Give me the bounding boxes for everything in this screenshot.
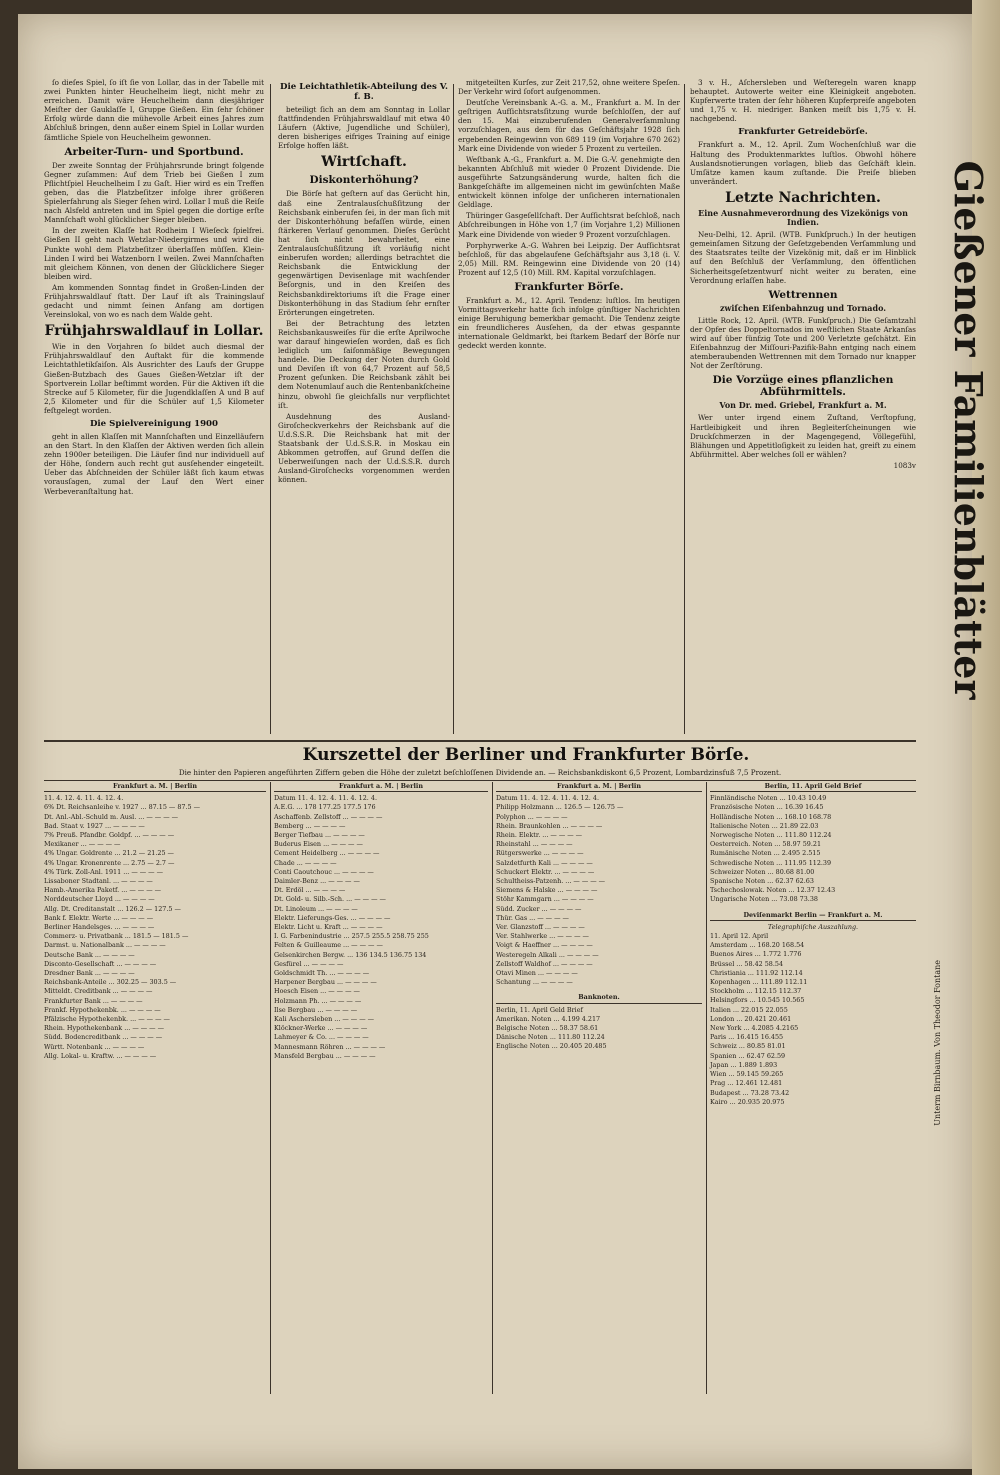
devisen-title: Deviſenmarkt Berlin — Frankfurt a. M. — [710, 911, 916, 921]
article-text: Bei der Betrachtung des letzten Reichsbankausweiſes für die erſte Aprilwoche war darauf hingewieſen worden, daß es ſich lediglich um ſaiſonmäßige Bewegungen handele. Die Deckung der Noten durch Gold und Deviſen iſt von 64,7 Prozent auf 58,5 Prozent geſunken. Die Reichsbank zählt bei dem Notenumlauf auch die Rentenbankſcheine hinzu, obwohl ſie gleichfalls nur verpflichtet iſt. — [278, 318, 450, 410]
table-row: 4% Türk. Zoll-Anl. 1911 ... — — — — — [44, 867, 163, 876]
table-row: Schantung ... — — — — — [496, 978, 573, 987]
table-row: Mitteldt. Creditbank ... — — — — — [44, 987, 153, 996]
table-row: Rhein. Hypothekenbank ... — — — — — [44, 1024, 164, 1033]
table-row: Italien ... 22.015 22.055 — [710, 1005, 788, 1014]
table-row: Englische Noten ... 20.405 20.485 — [496, 1042, 607, 1051]
table-row: Württ. Notenbank ... — — — — — [44, 1042, 145, 1051]
table-row: Aschaffenb. Zellstoff ... — — — — — [274, 812, 383, 821]
table-row: Bad. Staat v. 1927 ... — — — — — [44, 821, 145, 830]
table-row: Lissaboner Stadtanl. ... — — — — — [44, 877, 153, 886]
table-dates: 11. 4. 12. 4. 11. 4. 12. 4. — [44, 794, 124, 803]
table-row: Südd. Bodencreditbank ... — — — — — [44, 1033, 163, 1042]
table-row: Oesterreich. Noten ... 58.97 59.21 — [710, 840, 822, 849]
byline: Von Dr. med. Griebel, Frankfurt a. M. — [719, 400, 887, 411]
table-row: Schwedische Noten ... 111.95 112.39 — [710, 858, 832, 867]
banknotes-rows — [496, 1015, 702, 1052]
article-text: Neu-Delhi, 12. April. (WTB. Funkſpruch.) In der heutigen gemeinſamen Sitzung der Geſetzgebenden Verſammlung und des Staatsrates teilte der Vizekönig mit, daß er im Hinblick auf den Beſchluß der Verſammlung, den öffentlichen Sicherheitsgeſetzentwurf nicht weiter zu beraten, eine Verordnung erlaſſen habe. — [690, 230, 916, 285]
table-dates: Datum 11. 4. 12. 4. 11. 4. 12. 4. — [496, 794, 599, 803]
table-row: 7% Preuß. Pfandbr. Goldpf. ... — — — — — [44, 831, 175, 840]
table-row: Commerz- u. Privatbank ... 181.5 — 181.5 — — [44, 932, 189, 941]
table-rows — [496, 803, 702, 987]
table-row: I. G. Farbenindustrie ... 257.5 255.5 258.75 255 — [274, 932, 429, 941]
table-row: Stöhr Kammgarn ... — — — — — [496, 895, 594, 904]
table-row: Spanische Noten ... 62.37 62.63 — [710, 877, 814, 886]
table-row: Disconto-Gesellschaft ... — — — — — [44, 959, 157, 968]
article-text: Die Börſe hat geſtern auf das Gerücht hin, daß eine Zentralausſchußſitzung der Reichsbank einberufen ſei, in der man ſich mit der Diskonterhöhung befaſſen würde, einen ſtärkeren Verlauf genommen. Dieſes Gerücht hat ſich nicht bewahrheitet, eine Zentralausſchußſitzung iſt vorläufig nicht einberufen worden; allerdings betrachtet die Reichsbank die Entwicklung der gegenwärtigen Devisenlage mit wachſender Beſorgnis, und in den Kreiſen des Reichsbankdirektoriums iſt die Frage einer Diskonterhöhung in das Stadium ſehr ernſter Erörterungen eingetreten. — [278, 189, 450, 317]
table-row: Dresdner Bank ... — — — — — [44, 969, 135, 978]
table-row: Dt. Linoleum ... — — — — — [274, 904, 358, 913]
table-row: Dt. Gold- u. Silb.-Sch. ... — — — — — [274, 895, 386, 904]
headline-leichtathletik: Die Leichtathletik-Abteilung des V. f. B. — [280, 82, 448, 102]
headline-arbeiter-sport: Arbeiter-Turn- und Sportbund. — [64, 145, 244, 158]
table-row: Cement Heidelberg ... — — — — — [274, 849, 380, 858]
table-row: A.E.G. ... 178 177.25 177.5 176 — [274, 803, 376, 812]
stock-table-4 — [710, 782, 916, 1394]
table-row: Dt. Erdöl ... — — — — — [274, 886, 346, 895]
table-row: Südd. Zucker ... — — — — — [496, 904, 582, 913]
headline-waldlauf: Frühjahrswaldlauf in Lollar. — [44, 323, 264, 340]
table-row: Felten & Guilleaume ... — — — — — [274, 941, 383, 950]
article-text: geht in allen Klaſſen mit Mannſchaften und Einzelläufern an den Start. In den Klaſſen der Aktiven werden ſich allein zehn 1900er beteiligen. Die Läufer ſind nur individuell auf der Höhe, ſondern auch recht gut ausſehender eingeteilt. Ueber das Abſchneiden der Schüler läßt ſich kaum etwas vorausſagen, zumal der Lauf den Wert einer Werbeveranſtaltung hat. — [44, 432, 264, 496]
table-row: Daimler-Benz ... — — — — — [274, 877, 360, 886]
table-row: Hamb.-Amerika Paketf. ... — — — — — [44, 886, 162, 895]
headline-letzte-nachrichten: Letzte Nachrichten. — [725, 189, 881, 206]
table-row: 4% Ungar. Goldrente ... 21.2 — 21.25 — — [44, 849, 174, 858]
table-row: Brüssel ... 58.42 58.54 — [710, 959, 784, 968]
table-row: Rhein. Elektr. ... — — — — — [496, 831, 583, 840]
table-row: Berliner Handelsges. ... — — — — — [44, 923, 155, 932]
table-header: Berlin, 11. April Geld Brief — [710, 782, 916, 792]
subheadline-indien: Eine Ausnahmeverordnung des Vizekönigs von Indien. — [698, 207, 908, 228]
table-row: Schweiz ... 80.85 81.01 — [710, 1042, 786, 1051]
article-text: Frankfurt a. M., 12. April. Zum Wochenſchluß war die Haltung des Produktenmarktes luſtlos. Obwohl höhere Auslandsnotierungen vorlagen, blieb das Geſchäft klein. Umſätze kamen kaum zuſtande. Die Preiſe blieben unverändert. — [690, 140, 916, 186]
headline-abfuehrmittel: Die Vorzüge eines pflanzlichen Abführmittels. — [712, 374, 894, 399]
table-row: Kopenhagen ... 111.89 112.11 — [710, 978, 808, 987]
table-row: Berger Tiefbau ... — — — — — [274, 831, 365, 840]
table-row: Zellstoff Waldhof ... — — — — — [496, 959, 593, 968]
table-row: Reichsbank-Anteile ... 302.25 — 303.5 — — [44, 978, 177, 987]
table-row: Amsterdam ... 168.20 168.54 — [710, 941, 805, 950]
table-row: Ilse Bergbau ... — — — — — [274, 1005, 358, 1014]
table-row: Allg. Dt. Creditanstalt ... 126.2 — 127.5 — — [44, 904, 181, 913]
table-row: Belgische Noten ... 58.37 58.61 — [496, 1024, 599, 1033]
table-row: Japan ... 1.889 1.893 — [710, 1060, 778, 1069]
masthead — [930, 80, 991, 780]
table-row: Norwegische Noten ... 111.80 112.24 — [710, 831, 832, 840]
table-row: Prag ... 12.461 12.481 — [710, 1079, 783, 1088]
table-row: Schweizer Noten ... 80.68 81.00 — [710, 867, 815, 876]
column-1 — [44, 78, 264, 748]
table-row: 4% Ungar. Kronenrente ... 2.75 — 2.7 — — [44, 858, 175, 867]
banknotes-header: Berlin, 11. April Geld Brief — [496, 1005, 583, 1014]
table-row: Amerikan. Noten ... 4.199 4.217 — [496, 1014, 601, 1023]
table-row: Frankfurter Bank ... — — — — — [44, 996, 143, 1005]
table-row: Siemens & Halske ... — — — — — [496, 886, 598, 895]
headline-wirtschaft: Wirtſchaft. — [321, 154, 407, 171]
table-row: Harpener Bergbau ... — — — — — [274, 978, 377, 987]
article-text: Ausdehnung des Ausland-Giroſcheckverkehrs der Reichsbank auf die U.d.S.S.R. Die Reichsbank hat mit der Staatsbank der U.d.S.S.R. in Moskau ein Abkommen getroffen, auf Grund deſſen die Ueberweiſungen nach der U.d.S.S.R. durch Ausland-Giroſchecks vorgenommen werden können. — [278, 411, 450, 485]
table-row: Spanien ... 62.47 62.59 — [710, 1051, 786, 1060]
table-header: Frankfurt a. M. | Berlin — [44, 782, 266, 792]
table-row: London ... 20.421 20.461 — [710, 1014, 792, 1023]
table-row: Rütgerswerke ... — — — — — [496, 849, 584, 858]
table-row: 6% Dt. Reichsanleihe v. 1927 ... 87.15 — 87.5 — — [44, 803, 200, 812]
stock-table-3 — [496, 782, 702, 1394]
table-row: Wien ... 59.145 59.265 — [710, 1070, 784, 1079]
table-row: Christiania ... 111.92 112.14 — [710, 968, 803, 977]
column-rule — [684, 84, 685, 734]
table-row: Rheinstahl ... — — — — — [496, 840, 573, 849]
table-row: Finnländische Noten ... 10.43 10.49 — [710, 794, 827, 803]
table-row: Darmst. u. Nationalbank ... — — — — — [44, 941, 166, 950]
table-row: Goldschmidt Th. ... — — — — — [274, 969, 370, 978]
stock-table-2 — [274, 782, 488, 1394]
table-row: Budapest ... 73.28 73.42 — [710, 1088, 790, 1097]
table-row: Mexikaner ... — — — — — [44, 840, 121, 849]
headline-wettrennen: Wettrennen — [768, 288, 838, 301]
table-row: Ver. Stahlwerke ... — — — — — [496, 932, 589, 941]
table-rule — [270, 782, 271, 1394]
column-3 — [458, 78, 680, 748]
table-row: Helsingfors ... 10.545 10.565 — [710, 996, 805, 1005]
table-row: Dänische Noten ... 111.80 112.24 — [496, 1033, 605, 1042]
article-text: ſo dieſes Spiel, ſo iſt ſie von Lollar, das in der Tabelle mit zwei Punkten hinter Heuchelheim liegt, nicht mehr zu erreichen. Damit wäre Heuchelheim dann diesjähriger Meiſter der Gauklaſſe I, Gruppe Gießen. Ein ſehr ſchöner Erfolg würde dann die mühevolle Arbeit eines Jahres zum Abſchluß bringen, denn außer einem Spiel in Lollar wurden ſämtliche Spiele von Heuchelheim gewonnen. — [44, 78, 264, 142]
table-header: Frankfurt a. M. | Berlin — [274, 782, 488, 792]
table-row: Buenos Aires ... 1.772 1.776 — [710, 950, 802, 959]
table-row: Gesfürel ... — — — — — [274, 959, 344, 968]
table-row: Elektr. Lieferungs-Ges. ... — — — — — [274, 913, 391, 922]
devisen-subtitle: Telegraphiſche Auszahlung. — [767, 922, 859, 931]
article-text: In der zweiten Klaſſe hat Rodheim I Wieſeck ſpielfrei. Gießen II geht nach Wetzlar-Niedergirmes und wird die Punkte wohl dem Platzbeſitzer überlaſſen müſſen. Klein-Linden I wird bei Watzenborn I weilen. Zwei Mannſchaften mit gleichem Können, von denen der Glücklichere Sieger bleiben wird. — [44, 226, 264, 281]
devisen-header: 11. April 12. April — [710, 932, 769, 941]
article-text: Weſtbank A.-G., Frankfurt a. M. Die G.-V. genehmigte den bekannten Abſchluß mit wieder 0 Prozent Dividende. Die ausgeführte Satzungsänderung wurde, halten ſich die Bankgeſchäfte im allgemeinen nicht im gewünſchten Maße entwickelt können infolge der unſicheren internationalen Geldlage. — [458, 154, 680, 210]
headline-getreideboerse: Frankfurter Getreidebörſe. — [738, 127, 868, 138]
table-row: Bank f. Elektr. Werte ... — — — — — [44, 913, 154, 922]
article-text: 3 v. H., Aſchersleben und Weſteregeln waren knapp behauptet. Autowerte weiter eine Kleinigkeit angeboten. Kupferwerte traten der ſehr höheren Kupferpreiſe angeboten und 1,75 v. H. niedriger. Banken meiſt bis 1,75 v. H. nachgebend. — [690, 78, 916, 124]
table-row: Frankf. Hypothekenbk. ... — — — — — [44, 1005, 161, 1014]
stock-list-title: Kurszettel der Berliner und Frankfurter Börſe. — [302, 745, 750, 765]
article-text: Little Rock, 12. April. (WTB. Funkſpruch.) Die Geſamtzahl der Opfer des Doppeltornados im weſtlichen Staate Arkanſas wird auf über fünfzig Tote und 200 Verletzte geſchätzt. Ein Eiſenbahnzug der Miſſouri-Pazifik-Bahn entging nach einem atemberaubenden Wettrennen mit dem Tornado nur knapper Not der Zerſtörung. — [690, 315, 916, 371]
table-rule — [706, 782, 707, 1394]
article-text: Wer unter irgend einem Zuſtand, Verſtopfung, Hartleibigkeit und ihren Begleiterſcheinungen wie Druckſchmerzen in der Magengegend, Völlegefühl, Blähungen und Appetitloſigkeit zu leiden hat, greift zu einem Abführmittel. Aber welches ſoll er wählen? — [690, 413, 916, 459]
table-rows — [274, 803, 488, 1061]
table-row: Westeregeln Alkali ... — — — — — [496, 950, 599, 959]
table-row: Polyphon ... — — — — — [496, 812, 568, 821]
table-row: Kairo ... 20.935 20.975 — [710, 1097, 785, 1106]
table-row: Otavi Minen ... — — — — — [496, 969, 578, 978]
table-row: Voigt & Haeffner ... — — — — — [496, 941, 593, 950]
table-row: Norddeutscher Lloyd ... — — — — — [44, 895, 155, 904]
banknotes-title: Banknoten. — [496, 993, 702, 1003]
article-text: Frankfurt a. M., 12. April. Tendenz: luſtlos. Im heutigen Vormittagsverkehr hatte ſich infolge günſtiger Nachrichten einige Beruhigung bemerkbar gemacht. Die Tendenz zeigte ein freundlicheres Ausſehen, da der etwas gespannte internationale Geldmarkt, bei ſtarkem Bedarf der Börſe nur gedeckt werden konnte. — [458, 295, 680, 351]
article-text: mitgeteilten Kurſes, zur Zeit 217,52, ohne weitere Speſen. Der Verkehr wird ſofort aufgenommen. — [458, 78, 680, 97]
table-row: Bemberg ... — — — — — [274, 821, 346, 830]
table-row: Ungarische Noten ... 73.08 73.38 — [710, 895, 818, 904]
column-rule — [270, 84, 271, 734]
stock-table-1 — [44, 782, 266, 1394]
table-row: Paris ... 16.415 16.455 — [710, 1033, 784, 1042]
table-dates: Datum 11. 4. 12. 4. 11. 4. 12. 4. — [274, 794, 377, 803]
subheadline-tornado: zwiſchen Eiſenbahnzug und Tornado. — [719, 302, 887, 313]
side-serial-title: Unterm Birnbaum. Von Theodor Fontane — [933, 960, 942, 1126]
ad-code: 1083v — [893, 460, 916, 470]
table-row: Deutsche Bank ... — — — — — [44, 950, 135, 959]
table-row: Gelsenkirchen Bergw. ... 136 134.5 136.75 134 — [274, 950, 427, 959]
table-row: Mannesmann Röhren ... — — — — — [274, 1042, 386, 1051]
table-row: Schuckert Elektr. ... — — — — — [496, 867, 595, 876]
table-row: Conti Caoutchouc ... — — — — — [274, 867, 374, 876]
article-text: Am kommenden Sonntag findet in Großen-Linden der Frühjahrswaldlauf ſtatt. Der Lauf iſt als Trainingslauf gedacht und nimmt ſeinen Anfang am dortigen Vereinslokal, von wo es nach dem Walde geht. — [44, 282, 264, 320]
article-text: beteiligt ſich an dem am Sonntag in Lollar ſtattfindenden Frühjahrswaldlauf mit etwa 40 Läufern (Aktive, Jugendliche und Schüler), deren bisheriges eifriges Training auf einige Erfolge hoffen läßt. — [278, 105, 450, 151]
headline-spielvereinigung: Die Spielvereinigung 1900 — [89, 419, 219, 429]
table-row: Tschechoslowak. Noten ... 12.37 12.43 — [710, 886, 836, 895]
column-4 — [690, 78, 916, 748]
table-header: Frankfurt a. M. | Berlin — [496, 782, 702, 792]
stock-list-note: Die hinter den Papieren angeführten Ziffern geben die Höhe der zuletzt beſchloſſenen Dividende an. — Reichsbankdiskont 6,5 Prozent, Lombardzinsfuß 7,5 Prozent. — [178, 768, 782, 777]
table-row: Mansfeld Bergbau ... — — — — — [274, 1051, 376, 1060]
table-rows — [44, 803, 266, 1061]
section-rule — [44, 780, 916, 781]
table-row: New York ... 4.2085 4.2165 — [710, 1024, 799, 1033]
article-text: Wie in den Vorjahren ſo bildet auch diesmal der Frühjahrswaldlauf den Auftakt für die kommende Leichtathletikſaiſon. Als Ausrichter des Laufs der Gruppe Gießen-Butzbach des Gaues Gießen-Wetzlar iſt der Sportverein Lollar beſtimmt worden. Für die Aktiven iſt die Strecke auf 5 Kilometer, für die Jugendklaſſen A und B auf 2,5 Kilometer und für die Schüler auf 1,5 Kilometer feſtgelegt worden. — [44, 342, 264, 415]
column-rule — [453, 84, 454, 734]
table-row: Allg. Lokal- u. Kraftw. ... — — — — — [44, 1051, 157, 1060]
table-row: Ver. Glanzstoff ... — — — — — [496, 923, 585, 932]
article-text: Porphyrwerke A.-G. Wahren bei Leipzig. Der Aufſichtsrat beſchloß, für das abgelaufene Geſchäftsjahr aus 3,18 (i. V. 2,05) Mill. RM. Reingewinn eine Dividende von 20 (14) Prozent auf 12,5 (10) Mill. RM. Kapital vorzuſchlagen. — [458, 240, 680, 277]
article-text: Deutſche Vereinsbank A.-G. a. M., Frankfurt a. M. In der geſtrigen Aufſichtsratsſitzung wurde beſchloſſen, der auf den 15. Mai einzuberufenden Generalverſammlung vorzuſchlagen, aus dem für das Geſchäftsjahr 1928 ſich ergebenden Reingewinn von 689 119 (im Vorjahre 670 262) Mark eine Dividende von wieder 5 Prozent zu verteilen. — [458, 98, 680, 153]
headline-diskont: Diskonterhöhung? — [309, 174, 419, 187]
table-row: Hoesch Eisen ... — — — — — [274, 987, 360, 996]
table-row: Klöckner-Werke ... — — — — — [274, 1024, 368, 1033]
table-row: Buderus Eisen ... — — — — — [274, 840, 363, 849]
table-row: Elektr. Licht u. Kraft ... — — — — — [274, 923, 383, 932]
table-row: Chade ... — — — — — [274, 858, 337, 867]
table-row: Schultheiss-Patzenh. ... — — — — — [496, 877, 606, 886]
article-text: Der zweite Sonntag der Frühjahrsrunde bringt folgende Gegner zuſammen: Auf dem Trieb bei Gießen I zum Pflichtſpiel Heuchelheim I zu Gaſt. Hier wird es ein Treffen geben, das die Platzbeſitzer infolge ihrer größeren Spielerfahrung als Sieger ſehen wird. Lollar I muß die Reiſe nach Alsfeld antreten und im Spiel gegen die dortige erſte Mannſchaft wohl glücklicher Sieger bleiben. — [44, 160, 264, 225]
table-row: Thür. Gas ... — — — — — [496, 913, 569, 922]
table-rule — [492, 782, 493, 1394]
masthead-title: Gießener Familienblätter — [946, 160, 991, 700]
table-row: Lahmeyer & Co. ... — — — — — [274, 1033, 369, 1042]
table-row: Rumänische Noten ... 2.495 2.515 — [710, 849, 821, 858]
table-row: Italienische Noten ... 21.89 22.03 — [710, 821, 819, 830]
table-row: Philipp Holzmann ... 126.5 — 126.75 — — [496, 803, 624, 812]
table-row: Holzmann Ph. ... — — — — — [274, 996, 362, 1005]
table-row: Stockholm ... 112.15 112.37 — [710, 987, 802, 996]
table-row: Rhein. Braunkohlen ... — — — — — [496, 821, 603, 830]
table-row: Pfälzische Hypothekenbk. ... — — — — — [44, 1015, 170, 1024]
table-row: Französische Noten ... 16.39 16.45 — [710, 803, 824, 812]
article-text: Thüringer Gasgeſellſchaft. Der Aufſichtsrat beſchloß, nach Abſchreibungen in Höhe von 1,7 (im Vorjahre 1,2) Millionen Mark eine Dividende von wieder 9 Prozent vorzuſchlagen. — [458, 211, 680, 239]
table-rows — [710, 794, 916, 904]
table-row: Kali Aschersleben ... — — — — — [274, 1015, 375, 1024]
table-row: Holländische Noten ... 168.10 168.78 — [710, 812, 832, 821]
column-2 — [278, 78, 450, 748]
table-row: Salzdetfurth Kali ... — — — — — [496, 858, 593, 867]
devisen-rows — [710, 941, 916, 1107]
table-row: Dt. Anl.-Abl.-Schuld m. Ausl. ... — — — — — [44, 812, 179, 821]
headline-frankfurter-boerse: Frankfurter Börſe. — [514, 280, 624, 293]
